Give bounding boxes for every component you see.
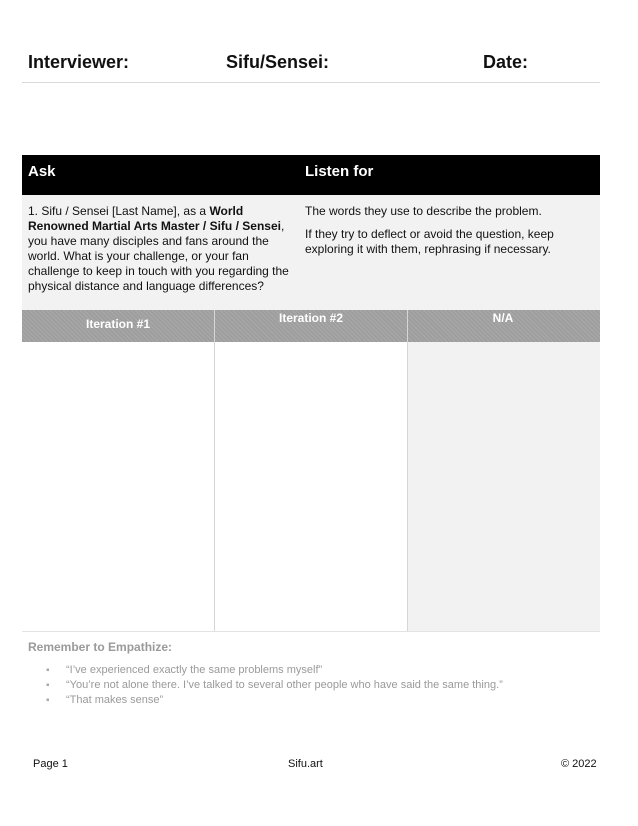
date-label: Date:	[483, 52, 529, 72]
listen-heading: Listen for	[305, 163, 374, 180]
empathize-item: ▪ “That makes sense”	[46, 694, 164, 706]
empathize-list	[46, 663, 503, 708]
empathize-item: ▪ “I’ve experienced exactly the same problems myself”	[46, 664, 323, 676]
na-column	[407, 342, 600, 631]
page-number: Page 1	[33, 758, 68, 770]
bullet-icon: ▪	[46, 665, 50, 676]
interviewer-label: Interviewer:	[28, 52, 130, 72]
iteration-2-label: Iteration #2	[278, 311, 344, 325]
copyright: © 2022	[561, 758, 597, 770]
empathize-title: Remember to Empathize:	[28, 640, 173, 654]
header-divider	[22, 82, 600, 83]
iteration-header	[22, 310, 600, 342]
site-name: Sifu.art	[288, 758, 323, 770]
ask-listen-header	[22, 155, 600, 195]
grid-bottom-rule	[22, 631, 600, 632]
column-divider-2	[407, 310, 408, 631]
column-divider-1	[214, 310, 215, 631]
bullet-icon: ▪	[46, 695, 50, 706]
ask-heading: Ask	[28, 163, 56, 180]
iteration-1-label: Iteration #1	[85, 317, 151, 331]
listen-line-2: If they try to deflect or avoid the question, keep exploring it with them, rephrasing if necessary.	[305, 227, 554, 256]
bullet-icon: ▪	[46, 680, 50, 691]
question-rest: , you have many disciples and fans around the world. What is your challenge, or your fan challenge to keep in touch with you regarding the physical distance and language differences?	[28, 219, 289, 293]
question-intro: 1. Sifu / Sensei [Last Name], as a	[28, 204, 210, 218]
question-bold: World Renowned Martial Arts Master / Sifu / Sensei	[28, 204, 281, 233]
na-label: N/A	[492, 311, 514, 325]
sifu-sensei-label: Sifu/Sensei:	[226, 52, 330, 72]
listen-line-1: The words they use to describe the problem.	[305, 204, 542, 218]
interview-question	[28, 204, 293, 294]
empathize-item: ▪ “You’re not alone there. I’ve talked to several other people who have said the same thing.”	[46, 679, 503, 691]
ask-listen-body	[22, 195, 600, 310]
